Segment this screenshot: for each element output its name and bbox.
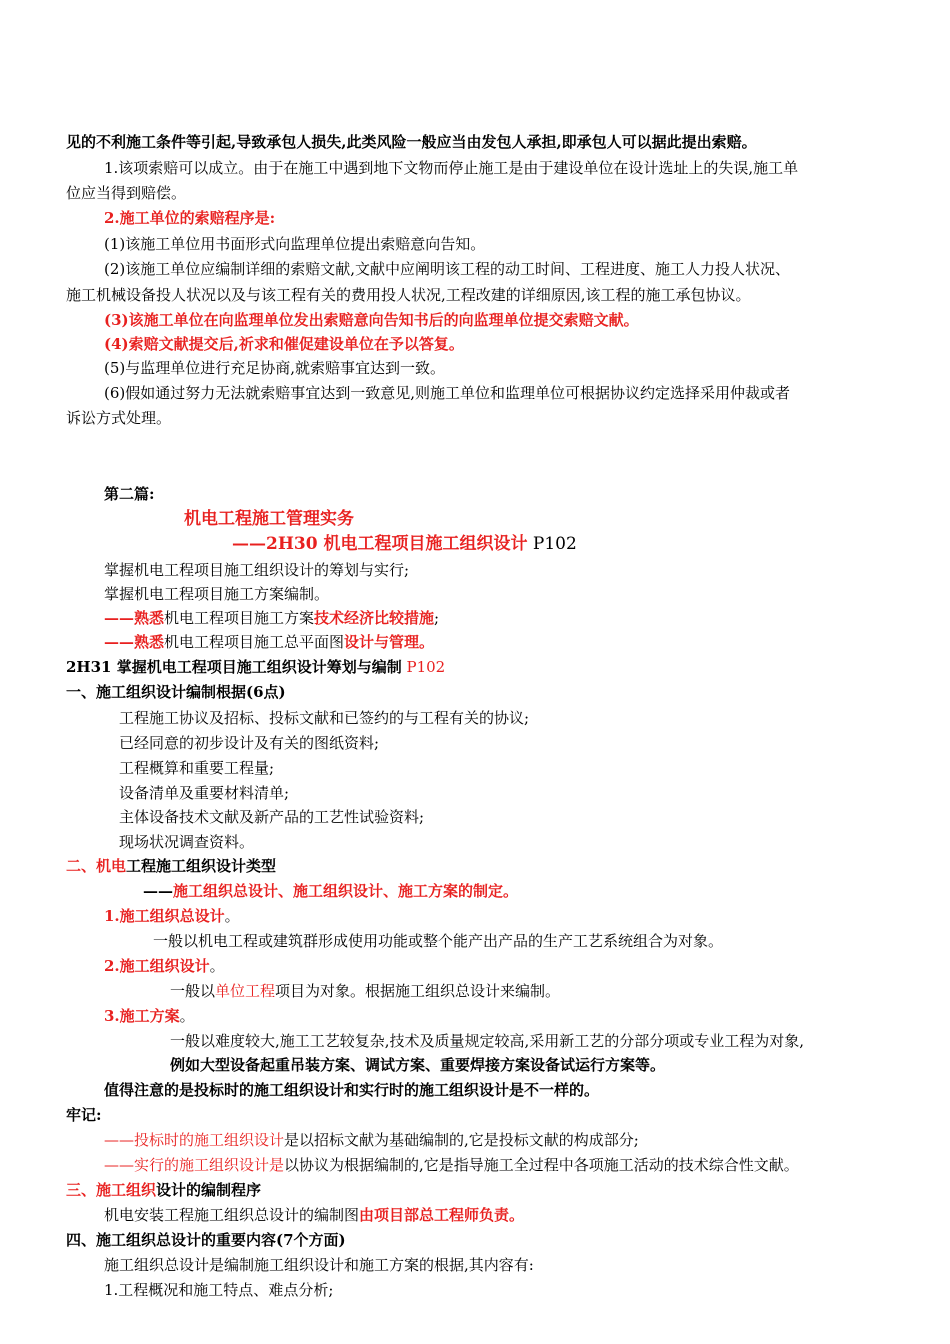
claim-procedure-heading: 2.施工单位的索赔程序是: [104,209,276,227]
procedure-text-red: 由项目部总工程师负责。 [359,1206,525,1224]
basis-heading: 一、施工组织设计编制根据(6点) [66,683,286,701]
claim-step-6a: (6)假如通过努力无法就索赔事宜达到一致意见,则施工单位和监理单位可根据协议约定选择采用仲裁或者 [104,384,791,402]
types-subheading [143,880,518,902]
remember-item-1 [104,1129,639,1151]
familiar-1-highlight: 技术经济比较措施 [314,609,435,627]
basis-item-2: 已经同意的初步设计及有关的图纸资料; [119,734,380,752]
intro-line-3: 位应当得到赔偿。 [66,184,187,202]
type-1-title: 1.施工组织总设计 [104,907,225,925]
type-2-desc [170,980,560,1002]
part-subtitle-page: P102 [532,534,577,554]
procedure-text-a: 机电安装工程施工组织总设计的编制图 [104,1206,360,1224]
remember-item-2 [104,1154,799,1176]
claim-step-2b: 施工机械设备投人状况以及与该工程有关的费用投人状况,工程改建的详细原因,该工程的施工承包协议。 [66,286,751,304]
types-note: 值得注意的是投标时的施工组织设计和实行时的施工组织设计是不一样的。 [104,1081,600,1099]
basis-item-3: 工程概算和重要工程量; [119,759,275,777]
type-3-desc-1: 一般以难度较大,施工工艺较复杂,技术及质量规定较高,采用新工艺的分部分项或专业工程为对象, [170,1032,805,1050]
type-2-title: 2.施工组织设计 [104,957,210,975]
familiar-1-prefix: ——熟悉 [104,609,165,627]
part-subtitle-main: ——2H30 机电工程项目施工组织设计 [232,534,528,554]
remember-1-rest: 是以招标文献为基础编制的,它是投标文献的构成部分; [284,1131,639,1149]
type-3-dot: 。 [179,1007,195,1025]
procedure-text [104,1204,524,1226]
familiar-1-end: ; [434,609,440,627]
remember-2-dash: —— [104,1156,134,1174]
types-heading [66,855,276,877]
intro-line-1: 见的不利施工条件等引起,导致承包人损失,此类风险一般应当由发包人承担,即承包人可以据此提出索赔。 [66,133,757,151]
types-heading-rest: 工程施工组织设计类型 [126,857,277,875]
basis-item-5: 主体设备技术文献及新产品的工艺性试验资料; [119,808,425,826]
section-2h31-page: P102 [406,658,446,676]
procedure-heading-rest: 设计的编制程序 [156,1181,262,1199]
claim-step-2a: (2)该施工单位应编制详细的索赔文献,文献中应阐明该工程的动工时间、工程进度、施工人力投人状况、 [104,260,791,278]
claim-step-1: (1)该施工单位用书面形式向监理单位提出索赔意向告知。 [104,235,486,253]
familiar-item-1 [104,607,439,629]
remember-1-red: 投标时的施工组织设计 [134,1131,285,1149]
types-sub-prefix: —— [143,882,173,900]
section-2h31-heading [66,656,445,678]
remember-2-red: 实行的施工组织设计是 [134,1156,285,1174]
master-item-1: 掌握机电工程项目施工组织设计的筹划与实行; [104,561,410,579]
contents-line-2: 1.工程概况和施工特点、难点分析; [104,1281,334,1299]
type-2-desc-b: 项目为对象。根据施工组织总设计来编制。 [275,982,561,1000]
remember-label: 牢记: [66,1106,102,1124]
type-1-heading [104,905,240,927]
types-heading-red: 二、机电 [66,857,127,875]
claim-step-3: (3)该施工单位在向监理单位发出索赔意向告知书后的向监理单位提交索赔文献。 [104,311,639,329]
type-2-desc-red: 单位工程 [215,982,276,1000]
types-sub-text: 施工组织总设计、施工组织设计、施工方案的制定。 [173,882,519,900]
part-label: 第二篇: [104,485,155,503]
familiar-1-text: 机电工程项目施工方案 [164,609,315,627]
claim-step-6b: 诉讼方式处理。 [66,409,172,427]
procedure-heading [66,1179,261,1201]
basis-item-6: 现场状况调查资料。 [119,833,255,851]
master-item-2: 掌握机电工程项目施工方案编制。 [104,585,330,603]
type-2-heading [104,955,225,977]
basis-item-4: 设备清单及重要材料清单; [119,784,290,802]
type-1-dot: 。 [224,907,240,925]
part-title: 机电工程施工管理实务 [184,509,354,529]
type-3-desc-2: 例如大型设备起重吊装方案、调试方案、重要焊接方案设备试运行方案等。 [170,1056,666,1074]
section-2h31-title: 2H31 掌握机电工程项目施工组织设计筹划与编制 [66,658,402,676]
familiar-item-2 [104,631,434,653]
contents-line-1: 施工组织总设计是编制施工组织设计和施工方案的根据,其内容有: [104,1256,534,1274]
familiar-2-prefix: ——熟悉 [104,633,165,651]
remember-1-dash: —— [104,1131,134,1149]
part-subtitle [232,533,577,555]
type-3-heading [104,1005,195,1027]
claim-step-4: (4)索赔文献提交后,祈求和催促建设单位在予以答复。 [104,335,464,353]
type-2-desc-a: 一般以 [170,982,216,1000]
contents-heading: 四、施工组织总设计的重要内容(7个方面) [66,1231,346,1249]
procedure-heading-red: 三、施工组织 [66,1181,157,1199]
claim-step-5: (5)与监理单位进行充足协商,就索赔事宜达到一致。 [104,359,446,377]
type-2-dot: 。 [209,957,225,975]
type-3-title: 3.施工方案 [104,1007,180,1025]
type-1-desc: 一般以机电工程或建筑群形成使用功能或整个能产出产品的生产工艺系统组合为对象。 [153,932,724,950]
familiar-2-highlight: 设计与管理。 [344,633,435,651]
familiar-2-text: 机电工程项目施工总平面图 [164,633,345,651]
intro-line-2: 1.该项索赔可以成立。由于在施工中遇到地下文物而停止施工是由于建设单位在设计选址上的失误,施工单 [104,159,799,177]
remember-2-rest: 以协议为根据编制的,它是指导施工全过程中各项施工活动的技术综合性文献。 [284,1156,799,1174]
basis-item-1: 工程施工协议及招标、投标文献和已签约的与工程有关的协议; [119,709,530,727]
